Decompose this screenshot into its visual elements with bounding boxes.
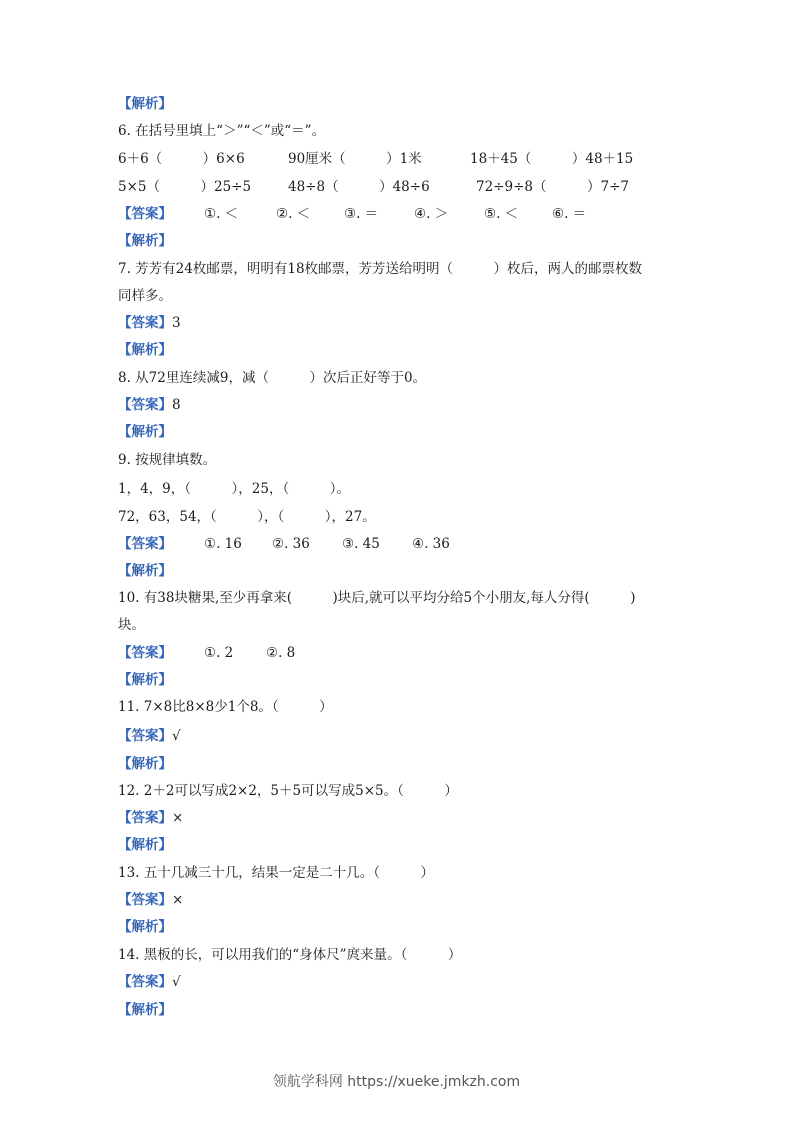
analysis-label: 【解析】 — [118, 233, 172, 249]
comparison-item: 48÷8（ ）48÷6 — [288, 179, 430, 195]
analysis-label: 【解析】 — [118, 424, 172, 440]
analysis-label: 【解析】 — [118, 756, 172, 772]
analysis-label: 【解析】 — [118, 96, 172, 112]
comparison-item: 90厘米（ ）1米 — [288, 151, 422, 167]
analysis-label: 【解析】 — [118, 837, 172, 853]
question-10-line-2: 块。 — [118, 617, 145, 633]
answer-item: ②. ＜ — [276, 206, 311, 222]
question-7-answer: 【答案】3 — [118, 315, 181, 331]
question-11-stem: 11. 7×8比8×8少1个8。（ ） — [118, 699, 333, 715]
analysis-label: 【解析】 — [118, 1002, 172, 1018]
question-8-stem: 8. 从72里连续减9，减（ ）次后正好等于0。 — [118, 370, 427, 386]
analysis-label: 【解析】 — [118, 563, 172, 579]
answer-item: ①. 2 — [204, 645, 234, 661]
answer-item: ⑤. ＜ — [484, 206, 519, 222]
comparison-item: 6＋6（ ）6×6 — [118, 151, 245, 167]
question-9-row-2: 72，63，54，（ ），（ ），27。 — [118, 509, 376, 525]
comparison-item: 72÷9÷8（ ）7÷7 — [476, 179, 629, 195]
comparison-item: 18＋45（ ）48＋15 — [470, 151, 634, 167]
question-13-answer: 【答案】× — [118, 892, 184, 908]
question-6-row-2 — [118, 178, 678, 196]
question-9-stem: 9. 按规律填数。 — [118, 452, 217, 468]
question-10-line-1: 10. 有38块糖果,至少再拿来( )块后,就可以平均分给5个小朋友,每人分得( ) — [118, 590, 636, 606]
question-7-line-2: 同样多。 — [118, 288, 172, 304]
answer-item: ③. ＝ — [344, 206, 379, 222]
question-13-stem: 13. 五十几减三十几，结果一定是二十几。（ ） — [118, 865, 435, 881]
question-9-answer: 【答案】 ①. 16 ②. 36 ③. 45 ④. 36 — [118, 536, 450, 552]
question-6-stem: 6. 在括号里填上“＞”“＜”或“＝”。 — [118, 123, 326, 139]
question-7-line-1: 7. 芳芳有24枚邮票，明明有18枚邮票，芳芳送给明明（ ）枚后，两人的邮票枚数 — [118, 261, 643, 277]
analysis-label: 【解析】 — [118, 672, 172, 688]
question-12-answer: 【答案】× — [118, 810, 184, 826]
question-8-answer: 【答案】8 — [118, 397, 181, 413]
question-14-stem: 14. 黑板的长，可以用我们的“身体尺”庹来量。（ ） — [118, 947, 462, 963]
answer-item: ①. 16 — [204, 536, 242, 552]
question-11-answer: 【答案】√ — [118, 728, 181, 744]
footer-watermark: 领航学科网 https://xueke.jmkzh.com — [272, 1074, 521, 1090]
question-6-row-1 — [118, 150, 678, 168]
question-9-row-1: 1，4，9，（ ），25，（ ）。 — [118, 481, 350, 497]
answer-item: ①. ＜ — [204, 206, 239, 222]
answer-item: ③. 45 — [342, 536, 380, 552]
analysis-label: 【解析】 — [118, 342, 172, 358]
question-6-answer: 【答案】 ①. ＜ ②. ＜ ③. ＝ ④. ＞ ⑤. ＜ ⑥. ＝ — [118, 206, 587, 222]
question-14-answer: 【答案】√ — [118, 974, 181, 990]
answer-item: ④. 36 — [412, 536, 450, 552]
answer-item: ④. ＞ — [414, 206, 449, 222]
comparison-item: 5×5（ ）25÷5 — [118, 179, 252, 195]
answer-item: ②. 8 — [266, 645, 296, 661]
answer-item: ⑥. ＝ — [552, 206, 587, 222]
question-10-answer: 【答案】 ①. 2 ②. 8 — [118, 645, 296, 661]
analysis-label: 【解析】 — [118, 919, 172, 935]
question-12-stem: 12. 2＋2可以写成2×2，5＋5可以写成5×5。（ ） — [118, 783, 458, 799]
answer-item: ②. 36 — [272, 536, 310, 552]
